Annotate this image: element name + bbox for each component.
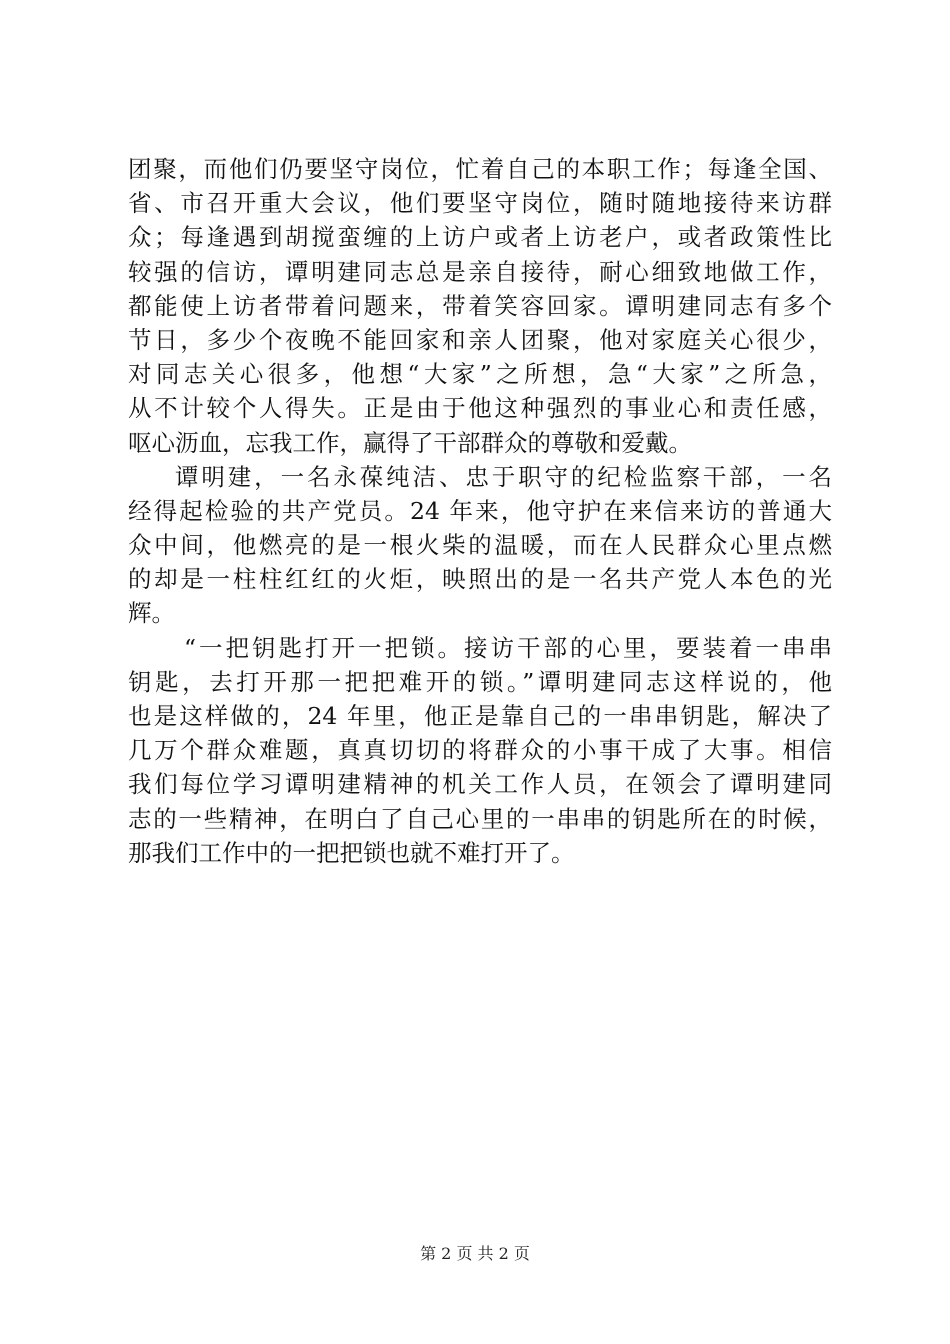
text-line: 从不计较个人得失。正是由于他这种强烈的事业心和责任感， xyxy=(128,394,832,423)
text-line: 众；每逢遇到胡搅蛮缠的上访户或者上访老户，或者政策性比 xyxy=(128,223,832,252)
text-line: 较强的信访，谭明建同志总是亲自接待，耐心细致地做工作， xyxy=(128,257,832,286)
text-line: 我们每位学习谭明建精神的机关工作人员，在领会了谭明建同 xyxy=(128,770,832,799)
text-line: 对同志关心很多，他想“大家”之所想，急“大家”之所急， xyxy=(128,360,832,389)
text-line: 辉。 xyxy=(128,599,175,628)
text-line: 几万个群众难题，真真切切的将群众的小事干成了大事。相信 xyxy=(128,736,832,765)
text-line: 团聚，而他们仍要坚守岗位，忙着自己的本职工作；每逢全国、 xyxy=(128,155,832,183)
text-line: 谭明建，一名永葆纯洁、忠于职守的纪检监察干部，一名 xyxy=(175,462,832,491)
paragraph-1 xyxy=(128,152,832,460)
text-line: 省、市召开重大会议，他们要坚守岗位，随时随地接待来访群 xyxy=(128,189,832,218)
body-text xyxy=(128,152,832,870)
paragraph-3 xyxy=(128,631,832,870)
page-footer: 第 2 页 共 2 页 xyxy=(420,1244,530,1263)
text-line: 都能使上访者带着问题来，带着笑容回家。谭明建同志有多个 xyxy=(128,291,832,320)
text-line: 的却是一柱柱红红的火炬，映照出的是一名共产党人本色的光 xyxy=(128,565,832,594)
text-line: 也是这样做的，24 年里，他正是靠自己的一串串钥匙，解决了 xyxy=(128,702,832,730)
text-line: 节日，多少个夜晚不能回家和亲人团聚，他对家庭关心很少， xyxy=(128,325,832,354)
text-line: 经得起检验的共产党员。24 年来，他守护在来信来访的普通大 xyxy=(128,496,832,525)
paragraph-2 xyxy=(128,460,832,631)
text-line: 那我们工作中的一把把锁也就不难打开了。 xyxy=(128,838,575,867)
text-line: 钥匙，去打开那一把把难开的锁。”谭明建同志这样说的，他 xyxy=(128,667,832,696)
text-line: 志的一些精神，在明白了自己心里的一串串的钥匙所在的时候， xyxy=(128,804,832,833)
text-line: 呕心沥血，忘我工作，赢得了干部群众的尊敬和爱戴。 xyxy=(128,428,692,457)
text-line: 众中间，他燃亮的是一根火柴的温暖，而在人民群众心里点燃 xyxy=(128,531,832,560)
text-line: “一把钥匙打开一把锁。接访干部的心里，要装着一串串 xyxy=(184,633,832,662)
